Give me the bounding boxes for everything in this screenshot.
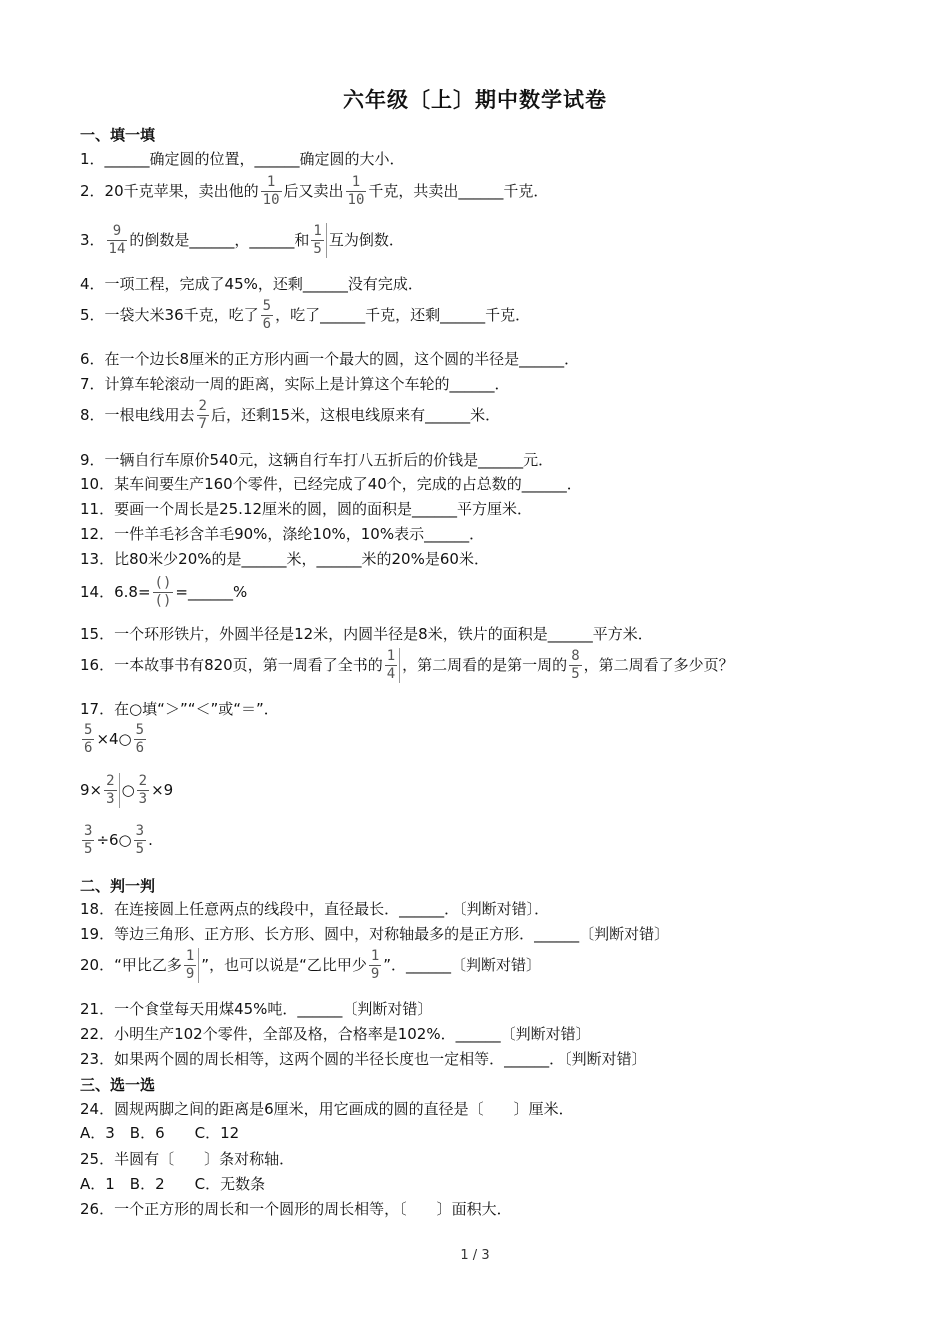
denominator: 14: [108, 241, 126, 257]
question-16-text-b: ，第二周看的是第一周的: [402, 656, 568, 674]
fraction-5-6: [134, 722, 146, 757]
question-25: 25．半圆有〔 〕条对称轴．: [80, 1150, 295, 1168]
denominator: 4: [386, 666, 396, 682]
question-2-text-b: 后又卖出: [283, 182, 344, 200]
question-21: 21．一个食堂每天用煤45%吨．______〔判断对错〕: [80, 1000, 433, 1018]
question-10: 10．某车间要生产160个零件，已经完成了40个，完成的占总数的______．: [80, 475, 582, 493]
fraction-3-5: [82, 823, 94, 858]
question-19: 19．等边三角形、正方形、长方形、圆中，对称轴最多的是正方形．______〔判断对错〕: [80, 925, 670, 943]
fraction-5-6: [261, 298, 273, 333]
question-16-text-c: ，第二周看了多少页？: [583, 656, 734, 674]
page-number: 1 / 3: [460, 1248, 490, 1263]
numerator: 9: [107, 223, 128, 241]
denominator: 10: [347, 192, 365, 208]
question-14-text-a: 14．6.8=: [80, 583, 151, 601]
question-2-text-a: 2．20千克苹果，卖出他的: [80, 182, 259, 200]
denominator: 10: [262, 192, 280, 208]
question-25-options: A．1 B．2 C．无数条: [80, 1175, 266, 1193]
question-1: 1．______确定圆的位置，______确定圆的大小．: [80, 150, 405, 168]
question-9: 9．一辆自行车原价540元，这辆自行车打八五折后的价钱是______元．: [80, 451, 554, 469]
question-17-item-b-text-b: ○: [121, 781, 135, 799]
numerator: 1: [346, 174, 367, 192]
question-14: [80, 575, 247, 610]
denominator: 6: [262, 316, 272, 332]
fraction-3-5: [134, 823, 146, 858]
question-18: 18．在连接圆上任意两点的线段中，直径最长．______．〔判断对错〕．: [80, 900, 550, 918]
denominator: 5: [84, 841, 93, 857]
fraction-2-7: [197, 398, 209, 433]
denominator: 9: [185, 966, 195, 982]
question-3-text-c: 互为倒数．: [328, 231, 404, 249]
fraction-1-5: [311, 223, 326, 258]
question-20-text-c: ”．______〔判断对错〕: [383, 956, 542, 974]
question-3: [80, 223, 404, 258]
numerator: 1: [261, 174, 282, 192]
question-17-item-b-text-a: 9×: [80, 781, 103, 799]
fraction-1-4: [385, 648, 400, 683]
denominator: 3: [138, 791, 148, 807]
question-17-item-b-text-c: ×9: [151, 781, 174, 799]
page-title: 六年级〔上〕期中数学试卷: [343, 88, 607, 112]
question-17-item-c-text-a: ÷6○: [96, 831, 132, 849]
question-17: 17．在○填“＞”“＜”或“＝”．: [80, 700, 279, 718]
fraction-2-3: [104, 773, 119, 808]
question-16-text-a: 16．一本故事书有820页，第一周看了全书的: [80, 656, 383, 674]
question-24: 24．圆规两脚之间的距离是6厘米，用它画成的圆的直径是〔 〕厘米．: [80, 1100, 574, 1118]
question-23: 23．如果两个圆的周长相等，这两个圆的半径长度也一定相等．______．〔判断对错〕: [80, 1050, 647, 1068]
denominator: (): [154, 593, 172, 609]
question-2-text-c: 千克，共卖出______千克．: [368, 182, 549, 200]
question-5: [80, 298, 530, 333]
question-20-text-a: 20．“甲比乙多: [80, 956, 182, 974]
numerator: 5: [84, 722, 93, 738]
question-20: [80, 948, 541, 983]
question-26: 26．一个正方形的周长和一个圆形的周长相等，〔 〕面积大．: [80, 1200, 512, 1218]
question-8: [80, 398, 500, 433]
question-3-text-a: 3．: [80, 231, 105, 249]
denominator: 7: [198, 416, 207, 432]
question-17-item-a: [80, 722, 148, 757]
fraction-blank: [153, 575, 174, 610]
question-22: 22．小明生产102个零件，全部及格，合格率是102%．______〔判断对错〕: [80, 1025, 591, 1043]
question-5-text-b: ，吃了______千克，还剩______千克．: [275, 306, 531, 324]
question-4: 4．一项工程，完成了45%，还剩______没有完成．: [80, 275, 423, 293]
numerator: 3: [135, 823, 145, 839]
fraction-1-10: [346, 174, 367, 209]
question-14-text-b: =______%: [175, 583, 248, 601]
section-multiple-choice: 三、选一选: [80, 1076, 156, 1094]
fraction-8-5: [569, 648, 581, 683]
fraction-1-10: [261, 174, 282, 209]
numerator: 1: [370, 948, 380, 964]
question-20-text-b: ”，也可以说是“乙比甲少: [201, 956, 367, 974]
question-17-item-c-text-b: .: [148, 831, 153, 849]
question-11: 11．要画一个周长是25.12厘米的圆，圆的面积是______平方厘米．: [80, 500, 533, 518]
question-8-text-a: 8．一根电线用去: [80, 406, 195, 424]
question-17-item-c: [80, 823, 153, 858]
denominator: 9: [370, 966, 380, 982]
question-3-text-b: 的倒数是______，______和: [129, 231, 310, 249]
fraction-9-14: [107, 223, 128, 258]
section-fill-in: 一、填一填: [80, 126, 156, 144]
numerator: 5: [262, 298, 272, 314]
fraction-2-3: [137, 773, 149, 808]
question-5-text-a: 5．一袋大米36千克，吃了: [80, 306, 259, 324]
question-17-item-a-text: ×4○: [96, 730, 132, 748]
numerator: 8: [571, 648, 580, 664]
numerator: 1: [386, 648, 396, 664]
numerator: 1: [313, 223, 322, 239]
fraction-5-6: [82, 722, 94, 757]
question-15: 15．一个环形铁片，外圆半径是12米，内圆半径是8米，铁片的面积是______平方米．: [80, 625, 653, 643]
question-24-options: A．3 B．6 C．12: [80, 1124, 240, 1142]
numerator: 2: [106, 773, 115, 789]
fraction-1-9: [369, 948, 381, 983]
denominator: 5: [313, 241, 322, 257]
denominator: 6: [135, 740, 145, 756]
numerator: 2: [138, 773, 148, 789]
question-12: 12．一件羊毛衫含羊毛90%，涤纶10%，10%表示______．: [80, 525, 485, 543]
numerator: 5: [135, 722, 145, 738]
denominator: 6: [84, 740, 93, 756]
question-6: 6．在一个边长8厘米的正方形内画一个最大的圆，这个圆的半径是______．: [80, 350, 580, 368]
denominator: 5: [571, 666, 580, 682]
question-17-item-b: [80, 773, 173, 808]
numerator: 3: [84, 823, 93, 839]
section-true-false: 二、判一判: [80, 877, 156, 895]
question-2: [80, 174, 548, 209]
numerator: (): [154, 575, 172, 591]
question-13: 13．比80米少20%的是______米，______米的20%是60米．: [80, 550, 489, 568]
numerator: 2: [198, 398, 207, 414]
denominator: 3: [106, 791, 115, 807]
question-7: 7．计算车轮滚动一周的距离，实际上是计算这个车轮的______．: [80, 375, 510, 393]
numerator: 1: [185, 948, 195, 964]
question-8-text-b: 后，还剩15米，这根电线原来有______米．: [210, 406, 501, 424]
denominator: 5: [135, 841, 145, 857]
fraction-1-9: [184, 948, 199, 983]
question-16: [80, 648, 734, 683]
